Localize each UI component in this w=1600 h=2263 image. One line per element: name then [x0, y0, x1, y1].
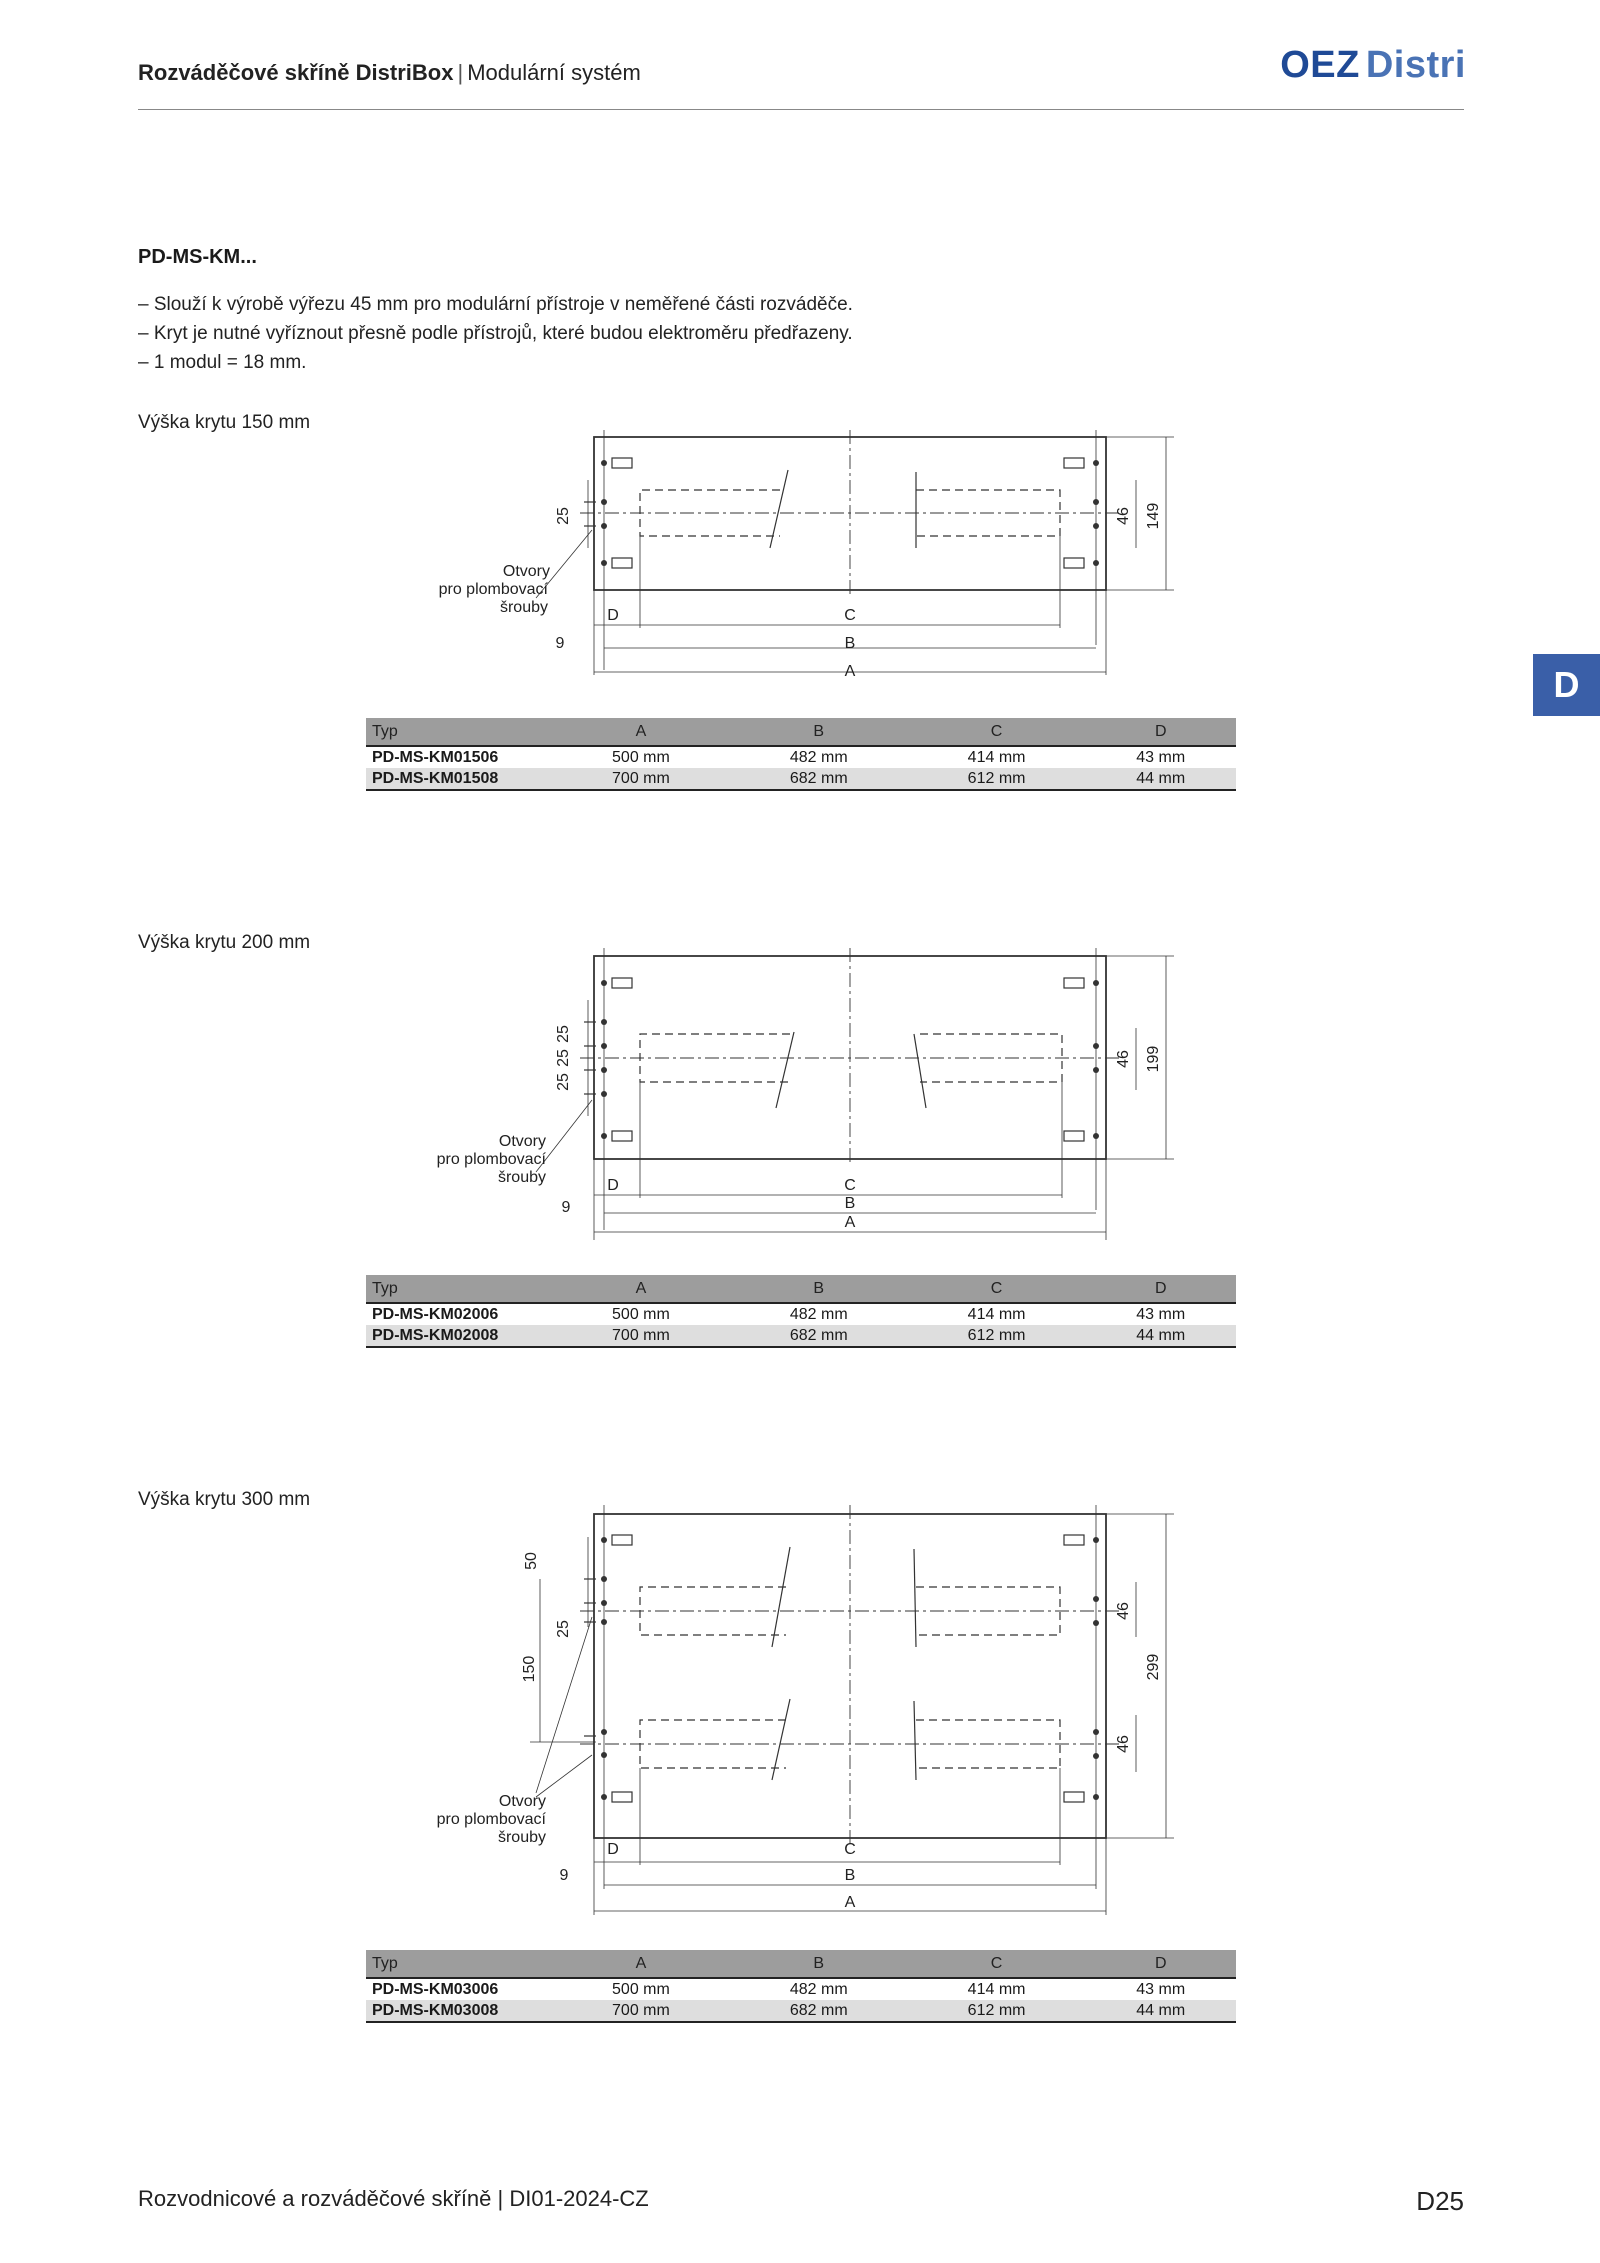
dim-left: 25 — [555, 1049, 572, 1067]
cell: 482 mm — [730, 1978, 908, 2000]
dimension-table — [366, 1275, 1236, 1348]
cell: 44 mm — [1085, 2000, 1236, 2022]
callout-line: šrouby — [497, 1169, 546, 1186]
col-header: A — [552, 1275, 730, 1303]
cell-type: PD-MS-KM02006 — [366, 1303, 552, 1325]
table-row — [366, 1325, 1236, 1347]
dim-label: 9 — [559, 1867, 569, 1884]
dim-label: B — [844, 635, 856, 652]
table-row — [366, 768, 1236, 790]
cell-type: PD-MS-KM01506 — [366, 746, 552, 768]
cell: 43 mm — [1085, 746, 1236, 768]
bullet-item: – Slouží k výrobě výřezu 45 mm pro modulární přístroje v neměřené části rozváděče. — [138, 294, 853, 315]
callout-line: Otvory — [498, 1133, 546, 1150]
cell: 612 mm — [908, 2000, 1086, 2022]
col-header: Typ — [366, 1275, 552, 1303]
chapter-tab: D — [1533, 654, 1600, 716]
cell: 500 mm — [552, 1978, 730, 2000]
dim-label: C — [844, 1177, 856, 1194]
dim-label: A — [844, 1214, 856, 1231]
technical-drawing-300 — [420, 1497, 1180, 1917]
dim-left: 25 — [555, 1025, 572, 1043]
product-code: PD-MS-KM... — [138, 246, 257, 268]
dim-right: 149 — [1145, 502, 1162, 530]
logo-oez: OEZ — [1280, 44, 1360, 86]
col-header: A — [552, 1950, 730, 1978]
cell: 414 mm — [908, 1978, 1086, 2000]
bullet-item: – 1 modul = 18 mm. — [138, 352, 307, 373]
cell-type: PD-MS-KM01508 — [366, 768, 552, 790]
dim-label: A — [844, 663, 856, 680]
technical-drawing-200 — [420, 940, 1180, 1240]
col-header: D — [1085, 1275, 1236, 1303]
dim-right: 46 — [1115, 1602, 1132, 1620]
section-label: Výška krytu 300 mm — [138, 1489, 311, 1510]
callout-line: pro plombovací — [438, 581, 548, 598]
col-header: C — [908, 1275, 1086, 1303]
section-label: Výška krytu 200 mm — [138, 932, 311, 953]
logo-distri: Distri — [1365, 44, 1466, 86]
cell: 414 mm — [908, 746, 1086, 768]
cell: 612 mm — [908, 1325, 1086, 1347]
oez-distri-logo — [1280, 44, 1466, 87]
cell: 44 mm — [1085, 768, 1236, 790]
cell: 682 mm — [730, 1325, 908, 1347]
header-title-rest: Modulární systém — [467, 60, 641, 85]
dim-left: 25 — [555, 1073, 572, 1091]
page-number: D25 — [1416, 2186, 1464, 2216]
dim-label: B — [844, 1195, 856, 1212]
col-header: Typ — [366, 718, 552, 746]
dim-label: 9 — [561, 1199, 571, 1216]
dim-label: C — [844, 607, 856, 624]
dim-left: 25 — [555, 1620, 572, 1638]
col-header: Typ — [366, 1950, 552, 1978]
callout-line: šrouby — [499, 599, 548, 616]
cell: 612 mm — [908, 768, 1086, 790]
callout-line: šrouby — [497, 1829, 546, 1846]
callout-line: Otvory — [498, 1793, 546, 1810]
dim-label: B — [844, 1867, 856, 1884]
dim-label: C — [844, 1841, 856, 1858]
header-title-bold: Rozváděčové skříně DistriBox — [138, 60, 454, 85]
col-header: B — [730, 1950, 908, 1978]
col-header: A — [552, 718, 730, 746]
table-row — [366, 746, 1236, 768]
cell: 43 mm — [1085, 1303, 1236, 1325]
cell: 43 mm — [1085, 1978, 1236, 2000]
cell: 700 mm — [552, 1325, 730, 1347]
dim-right: 299 — [1145, 1653, 1162, 1681]
cell: 500 mm — [552, 1303, 730, 1325]
dim-label: D — [607, 1841, 619, 1858]
cell: 700 mm — [552, 768, 730, 790]
technical-drawing-150 — [420, 420, 1180, 700]
callout-line: Otvory — [502, 563, 550, 580]
dim-right: 46 — [1115, 1735, 1132, 1753]
cell: 482 mm — [730, 746, 908, 768]
header-separator: | — [457, 60, 464, 85]
section-label: Výška krytu 150 mm — [138, 412, 311, 433]
cell: 44 mm — [1085, 1325, 1236, 1347]
col-header: D — [1085, 718, 1236, 746]
cell: 414 mm — [908, 1303, 1086, 1325]
dim-label: 9 — [555, 635, 565, 652]
cell: 482 mm — [730, 1303, 908, 1325]
table-row — [366, 1978, 1236, 2000]
dim-right: 199 — [1145, 1045, 1162, 1073]
dimension-table — [366, 1950, 1236, 2023]
dim-right: 46 — [1115, 1050, 1132, 1068]
dim-label: D — [607, 1177, 619, 1194]
dim-label: D — [607, 607, 619, 624]
cell: 700 mm — [552, 2000, 730, 2022]
col-header: C — [908, 718, 1086, 746]
callout-line: pro plombovací — [436, 1151, 546, 1168]
cell-type: PD-MS-KM03006 — [366, 1978, 552, 2000]
cell-type: PD-MS-KM03008 — [366, 2000, 552, 2022]
dim-left: 150 — [521, 1655, 538, 1683]
cell: 682 mm — [730, 768, 908, 790]
dim-left: 50 — [523, 1552, 540, 1570]
dim-right: 46 — [1115, 507, 1132, 525]
table-row — [366, 2000, 1236, 2022]
col-header: B — [730, 718, 908, 746]
dim-left: 25 — [555, 507, 572, 525]
header-divider — [138, 109, 1464, 110]
cell-type: PD-MS-KM02008 — [366, 1325, 552, 1347]
footer-text: Rozvodnicové a rozváděčové skříně | DI01-2024-CZ — [138, 2186, 649, 2211]
bullet-item: – Kryt je nutné vyříznout přesně podle přístrojů, které budou elektroměru předřazeny. — [138, 323, 853, 344]
dim-label: A — [844, 1894, 856, 1911]
table-row — [366, 1303, 1236, 1325]
header-title — [138, 60, 641, 86]
col-header: D — [1085, 1950, 1236, 1978]
col-header: C — [908, 1950, 1086, 1978]
cell: 682 mm — [730, 2000, 908, 2022]
callout-line: pro plombovací — [436, 1811, 546, 1828]
col-header: B — [730, 1275, 908, 1303]
dimension-table — [366, 718, 1236, 791]
cell: 500 mm — [552, 746, 730, 768]
